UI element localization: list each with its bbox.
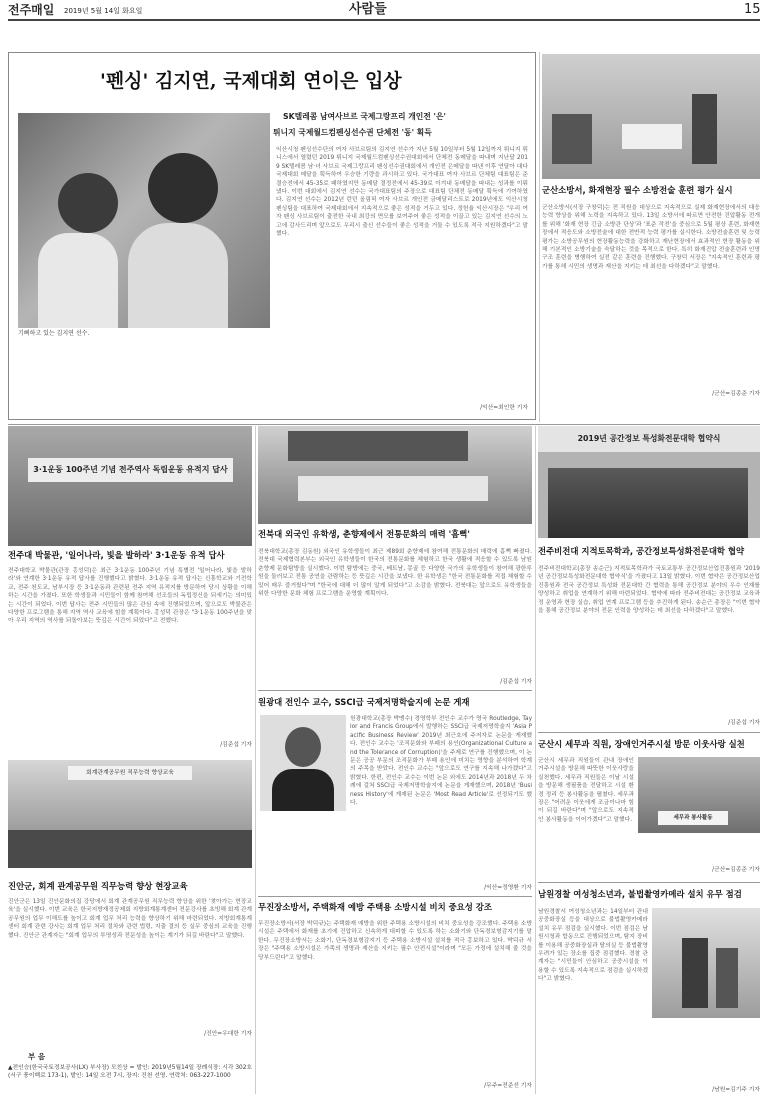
museum-body: 전주대학교 박물관(관장 홍성덕)은 최근 3·1운동 100주년 기념 특별전 '일어나라, 빛을 발하라'와 연계한 3·1운동 유적 답사를 진행했다고 밝혔다. 3·1운동 유적 답사는 신흥학교와 기전학교, 전주 천도교, 남부시장 등 3·1운동과 관련된 전주 지역 유적지를 방문하여 당시 상황을 이해하는 시간을 가졌다. 또한 학생들과 시민들이 함께 참여해 선조들의 독립정신을 되새기는 의미있는 시간이 되었다. 이번 답사는 전주 시민들의 많은 관심 속에 진행되었으며, 앞으로도 박물관은 다양한 프로그램을 통해 지역 역사 교육에 힘쓸 계획이다. 홍성덕 관장은 "3·1운동 100주년을 맞아 우리 지역의 역사를 되돌아보는 뜻깊은 시간이 되었다"고 전했다. xyxy=(8,568,252,625)
jinan-training-photo xyxy=(8,760,252,868)
lead-subtitle-1: SK텔레콤 남여사브르 국제그랑프리 개인전 '은' xyxy=(283,112,446,121)
agreement-photo xyxy=(538,426,760,538)
jinan-training-banner: 회계관계공무원 직무능력 향상교육 xyxy=(68,766,192,780)
museum-credit: /김준섭 기자 xyxy=(220,742,252,748)
divider-story9 xyxy=(538,882,760,883)
divider-story6 xyxy=(258,690,532,691)
camera-check-headline: 남원경찰 여성청소년과, 불법촬영카메라 설치 유무 점검 xyxy=(538,889,742,899)
lead-subtitle-2: 튀니지 국제월드컴펜싱선수권 단체전 '동' 획득 xyxy=(273,128,432,137)
column-rule-2 xyxy=(535,426,536,1094)
fire-drill-photo xyxy=(542,54,760,179)
lead-credit: /익산=최인한 기자 xyxy=(480,405,528,411)
professor-photo xyxy=(260,715,346,811)
volunteer-credit: /군산=김종준 기자 xyxy=(712,867,760,873)
header-rule xyxy=(8,19,760,21)
column-rule-1 xyxy=(255,426,256,1094)
fire-safety-credit: /무주=전준선 기자 xyxy=(484,1083,532,1089)
section-title: 사람들 xyxy=(349,2,387,17)
camera-check-body: 남원경찰서 여성청소년과는 14일부터 관내 공중화장실 등을 대상으로 불법촬영카메라 설치 유무 점검을 실시했다. 이번 점검은 남원시청과 합동으로 진행되었으며, 탐지 장비를 이용해 공중화장실과 탈의실 등 불법촬영 우려가 있는 장소를 집중 점검했다. 경찰 관계자는 "시민들이 안심하고 공중시설을 이용할 수 있도록 지속적으로 점검을 실시하겠다"고 밝혔다. xyxy=(538,909,648,983)
fire-drill-body: 군산소방서(서장 구창덕)는 전 직원을 대상으로 지속적으로 실제 화재현장에서의 대응 능력 향상을 위해 노력을 지속하고 있다. 13일 소방서에 따르면 안전한 진압활동 전개를 위해 '화재 현장 긴급 소방관 단상'과 '표준 작전'을 중심으로 5월 평상 훈련, 화재현장에서 적응도와 소방전술에 대한 전반적 능력 평가를 실시한다. 소방전술훈련 및 능력평가는 소방공무원의 현장활동능력을 강화하고 재난현장에서 효과적인 현장 활동을 위해 기본적인 소방기술을 숙달하는 것을 목적으로 한다. 특히 화재진압 전술훈련과 인명구조 훈련을 병행하여 실전 같은 훈련을 진행했다. 구창덕 서장은 "지속적인 훈련과 평가를 통해 시민의 생명과 재산을 지키는 데 최선을 다하겠다"고 말했다. xyxy=(542,205,760,270)
agreement-body: 전주비전대학교(총장 송순근) 지적토목학과가 국토교통부 공간정보산업진흥원과 '2019년 공간정보특성화전문대학 협약식'을 가졌다고 13일 밝혔다. 이번 협약은 공간정보산업진흥원과 전국 공간정보 특성화 전문대학 간 협력을 통해 공간정보 분야의 우수 인재를 양성하고 취업을 연계하기 위해 마련되었다. 협약에 따라 전주비전대는 공간정보 교육과정 운영과 현장 실습, 취업 연계 프로그램 등을 추진하게 된다. 송순근 총장은 "이번 협약을 통해 공간정보 분야의 전문 인력을 양성하는 데 최선을 다하겠다"고 말했다. xyxy=(538,566,760,614)
lead-body: 익산시청 펜싱선수단의 여자 사브르팀의 김지연 선수가 지난 5월 10일부터 5월 12일까지 튀니지 튀니스에서 열렸던 2019 튀니지 국제월드컴펜싱선수권대회에서 단체전 동메달을 따내며 지난달 2019 SK텔레콤 남·녀 사브르 국제그랑프리 펜싱선수권대회에서 개인전 은메달을 따낸 이후 연달아 대다 국제대회 메달을 획득하여 우승한 기량을 과시하고 있다. 국가대표 여자 사브르 단체팀 대표팀은 준결승전에서 45-35로 패하였지만 동메달 결정전에서 45-39로 이겨내 동메달을 따내는 성과를 이뤄냈다. 이번 대회에서 김지연 선수는 국가대표팀의 주장으로 대표팀 단체전 동메달 획득에 기여하였다. 김지연 선수는 2012년 런던 올림픽 여자 사브르 개인전 금메달리스트로 2019년에도 익산시청 펜싱팀을 대표하여 국제대회에서 지속적으로 좋은 성적을 거두고 있다. 정헌율 익산시장은 "우리 여자 펜싱 사브르팀이 출전한 국내 최강의 면모를 보여주어 좋은 성적을 이끌고 있는 김지연 선수의 노고에 감사드리며 앞으로도 우리시 출신 선수들이 좋은 성적을 거둘 수 있도록 적극 지원하겠다"고 말했다. xyxy=(276,147,528,237)
fire-drill-headline: 군산소방서, 화재현장 필수 소방전술 훈련 평가 실시 xyxy=(542,185,733,195)
newspaper-name: 전주매일 xyxy=(8,3,55,17)
agreement-headline: 전주비전대 지적토목학과, 공간정보특성화전문대학 협약 xyxy=(538,546,745,556)
divider-story8 xyxy=(538,732,760,733)
fencer-photo xyxy=(18,113,270,328)
camera-check-credit: /남원=김기주 기자 xyxy=(712,1087,760,1093)
column-rule-top xyxy=(539,52,540,422)
fire-safety-body: 무진장소방서(서장 박덕규)는 주택화재 예방을 위한 주택용 소방시설의 비치 중요성을 강조했다. 주택용 소방시설은 주택에서 화재를 초기에 진압하고 신속하게 대피할 수 있도록 하는 소화기와 단독경보형감지기를 말한다. 무진장소방서는 소화기, 단독경보형감지기 등 주택용 소방시설 설치를 적극 홍보하고 있다. 박덕규 서장은 "주택용 소방시설은 가족의 생명과 재산을 지키는 필수 안전시설"이라며 "모든 가정에 설치해 줄 것을 당부드린다"고 말했다. xyxy=(258,921,532,961)
agreement-banner: 2019년 공간정보 특성화전문대학 협약식 xyxy=(538,426,760,452)
jinan-headline: 진안군, 회계 관계공무원 직무능력 향상 현장교육 xyxy=(8,881,188,891)
obituary-label: 부 음 xyxy=(28,1052,46,1061)
jinan-body: 진안군은 13일 진안문화의집 강당에서 회계 관계공무원 직무능력 향상을 위한 '찾아가는 현장교육'을 실시했다. 이번 교육은 한국지방재정공제회 지방회계통계센터 전문강사를 초빙해 회계 관계공무원의 업무 이해도를 높이고 회계 업무 처리 능력을 향상하기 위해 마련되었다. 지방회계통계센터 회계 관련 강사는 회계 업무 처리 절차와 관련 법령, 지출 결의 등 실무 중심의 교육을 진행했다. 진안군 관계자는 "회계 업무의 투명성과 전문성을 높이는 계기가 되길 바란다"고 말했다. xyxy=(8,899,252,939)
chunhyang-headline: 전북대 외국인 유학생, 춘향제에서 전통문화의 매력 '흠뻑' xyxy=(258,529,470,539)
museum-tour-banner: 3·1운동 100주년 기념 전주역사 독립운동 유적지 답사 xyxy=(28,458,233,482)
volunteer-banner: 세무과 봉사활동 xyxy=(658,811,728,825)
camera-check-photo xyxy=(652,908,760,1018)
fire-safety-headline: 무진장소방서, 주택화재 예방 주택용 소방시설 비치 중요성 강조 xyxy=(258,902,492,912)
lead-headline: '펜싱' 김지연, 국제대회 연이은 입상 xyxy=(100,70,402,92)
museum-tour-photo xyxy=(8,426,252,546)
obituary-body: ▲전인승(한국국토정보공사(LX) 부사장) 모친상 = 발인: 2019년5월14일 장례식장: 시각 302호(서구 풍이백로 173-1), 발인: 14일 오전 7시, 장지: 진천 선영. 연락처: 063-227-1000 xyxy=(8,1065,252,1080)
jinan-credit: /진안=우대한 기자 xyxy=(204,1031,252,1037)
volunteer-headline: 군산시 세무과 직원, 장애인거주시설 방문 이웃사랑 실천 xyxy=(538,739,745,749)
divider-story7 xyxy=(258,896,532,897)
professor-body: 원광대학교(총장 박맹수) 경영학부 전인수 교수가 영국 Routledge, Taylor and Francis Group에서 발행하는 SSCI급 국제저명학술지 'Asia Pacific Business Review' 2019년 최근호에 주저자로 논문을 게재했다. 전인수 교수는 '조직문화와 부패의 용인(Organizational Culture and the Tolerance of Corruption)'을 주제로 연구를 진행했으며, 이 논문은 공공 부문의 조직문화가 부패 용인에 미치는 영향을 분석하여 학계의 주목을 받았다. 전인수 교수는 "앞으로도 연구를 지속해 나가겠다"고 밝혔다. 한편, 전인수 교수는 이번 논문 외에도 2014년과 2018년 두 차례에 걸쳐 SSCI급 국제저명학술지에 논문을 게재했으며, 2018년 'Business History'에 게재된 논문은 'Most Read Article'로 선정되기도 했다. xyxy=(350,716,532,806)
professor-credit: /익산=정영환 기자 xyxy=(484,885,532,891)
issue-date: 2019년 5월 14일 화요일 xyxy=(64,7,143,15)
fire-drill-credit: /군산=김종준 기자 xyxy=(712,391,760,397)
section-divider xyxy=(8,424,760,425)
page-number: 15 xyxy=(744,2,761,17)
chunhyang-body: 전북대학교(총장 김동원) 외국인 유학생들이 최근 제89회 춘향제에 참여해 전통문화의 매력에 흠뻑 빠졌다. 전북대 국제협력본부는 외국인 유학생들이 한국의 전통문화를 체험하고 한국 생활에 적응할 수 있도록 남원 춘향제 문화탐방을 실시했다. 이번 탐방에는 중국, 베트남, 몽골 등 다양한 국가의 유학생들이 참여해 광한루원을 둘러보고 전통 공연을 관람하는 등 뜻깊은 시간을 보냈다. 한 유학생은 "한국 전통문화를 직접 체험할 수 있어 매우 즐거웠다"며 "한국에 대해 더 많이 알게 되었다"고 소감을 밝혔다. 전북대는 앞으로도 유학생들을 위한 다양한 문화 체험 프로그램을 운영할 계획이다. xyxy=(258,549,532,597)
museum-headline: 전주대 박물관, '일어나라, 빛을 발하라' 3·1운동 유적 답사 xyxy=(8,550,225,560)
chunhyang-credit: /김준섭 기자 xyxy=(500,679,532,685)
chunhyang-photo xyxy=(258,426,532,524)
volunteer-photo xyxy=(638,757,760,833)
agreement-credit: /김준섭 기자 xyxy=(728,720,760,726)
professor-headline: 원광대 전인수 교수, SSCI급 국제저명학술지에 논문 게재 xyxy=(258,697,470,707)
volunteer-body: 군산시 세무과 직원들이 관내 장애인거주시설을 방문해 따뜻한 이웃사랑을 실천했다. 세무과 직원들은 이날 시설을 방문해 생필품을 전달하고 시설 환경 정리 등 봉사활동을 펼쳤다. 세무과장은 "어려운 이웃에게 조금이나마 힘이 되길 바란다"며 "앞으로도 지속적인 봉사활동을 이어가겠다"고 말했다. xyxy=(538,758,634,823)
lead-photo-caption: 기뻐하고 있는 김지연 선수. xyxy=(18,330,90,337)
